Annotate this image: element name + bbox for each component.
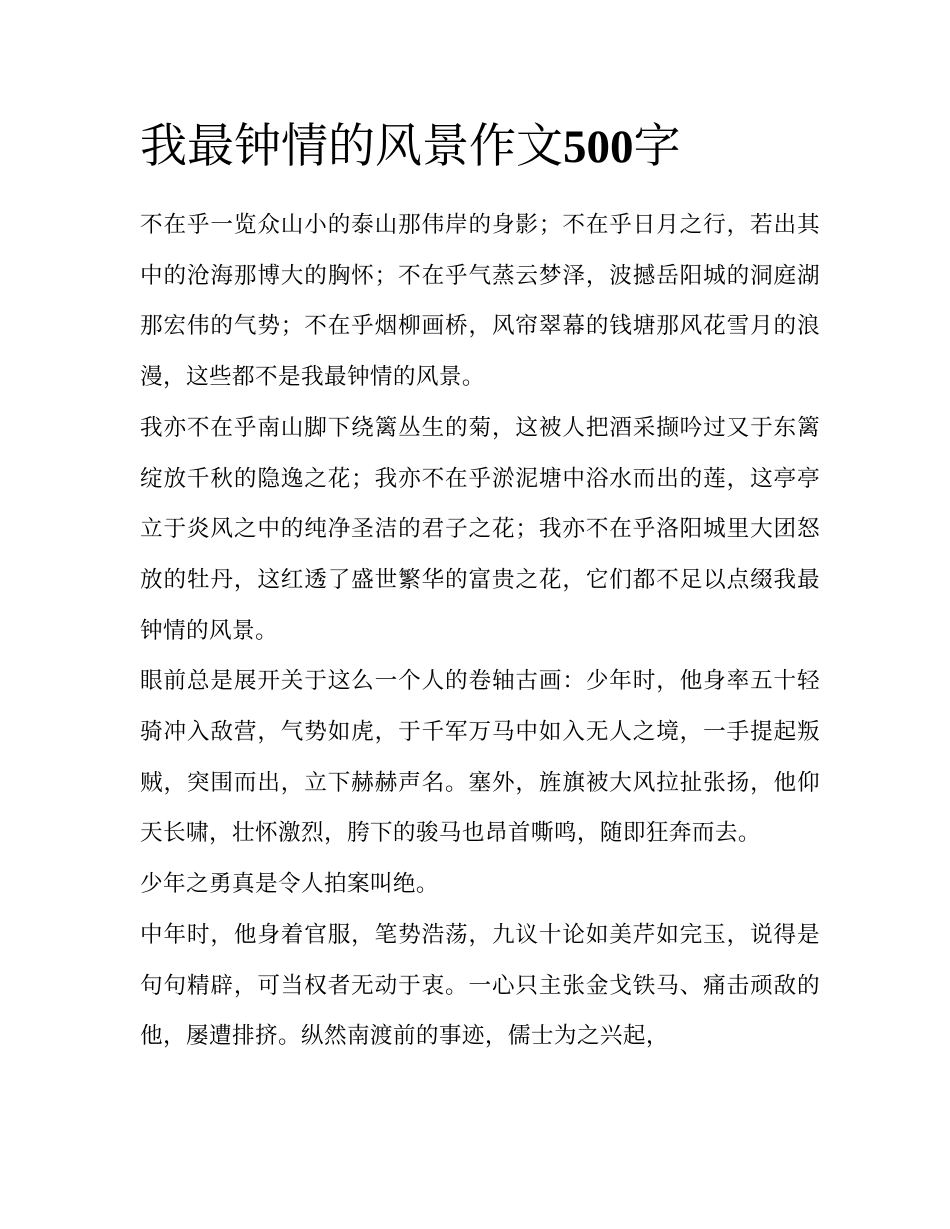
paragraph: 少年之勇真是令人拍案叫绝。 — [140, 871, 439, 898]
title-number: 500 — [563, 121, 634, 173]
paragraph: 中年时，他身着官服，笔势浩荡，九议十论如美芹如完玉，说得是句句精辟，可当权者无动于衷。一心只主张金戈铁马、痛击顽敌的他，屡遭排挤。纵然南渡前的事迹，儒士为之兴起， — [140, 921, 820, 1050]
title-prefix: 我最钟情的风景作文 — [140, 119, 563, 174]
document-title — [140, 115, 681, 179]
paragraph: 我亦不在乎南山脚下绕篱丛生的菊，这被人把酒采撷吟过又于东篱绽放千秋的隐逸之花；我亦不在乎淤泥塘中浴水而出的莲，这亭亭立于炎风之中的纯净圣洁的君子之花；我亦不在乎洛阳城里大团怒放的牡丹，这红透了盛世繁华的富贵之花，它们都不足以点缀我最钟情的风景。 — [140, 414, 820, 644]
document-body — [140, 200, 820, 1062]
paragraph: 眼前总是展开关于这么一个人的卷轴古画：少年时，他身率五十轻骑冲入敌营，气势如虎，于千军万马中如入无人之境，一手提起叛贼，突围而出，立下赫赫声名。塞外，旌旗被大风拉扯张扬，他仰天长啸，壮怀激烈，胯下的骏马也昂首嘶鸣，随即狂奔而去。 — [140, 668, 820, 847]
title-suffix: 字 — [633, 119, 681, 174]
paragraph: 不在乎一览众山小的泰山那伟岸的身影；不在乎日月之行，若出其中的沧海那博大的胸怀；不在乎气蒸云梦泽，波撼岳阳城的洞庭湖那宏伟的气势；不在乎烟柳画桥，风帘翠幕的钱塘那风花雪月的浪漫，这些都不是我最钟情的风景。 — [140, 212, 820, 391]
